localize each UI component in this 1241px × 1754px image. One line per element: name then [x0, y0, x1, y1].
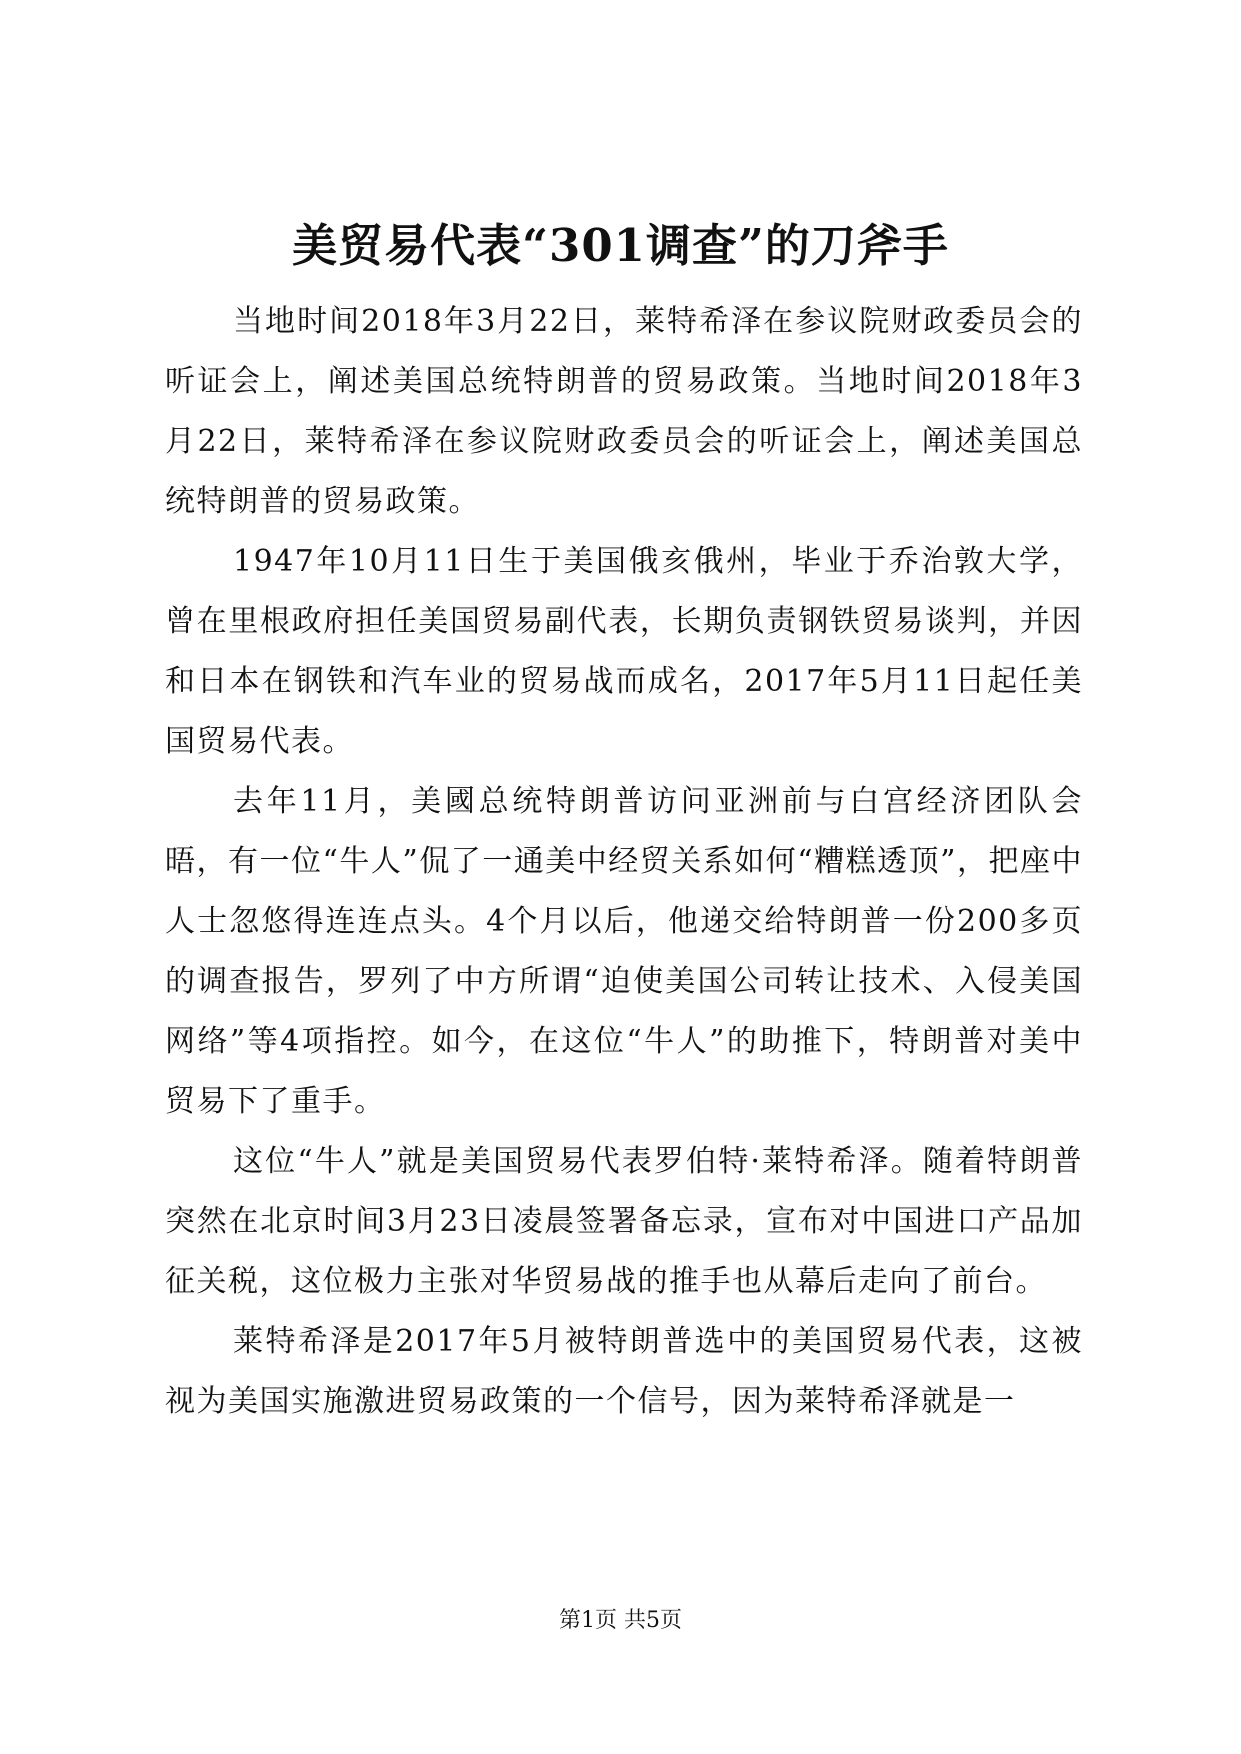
document-title: 美贸易代表“301调查”的刀斧手: [292, 219, 949, 272]
paragraph: 1947年10月11日生于美国俄亥俄州，毕业于乔治敦大学，曾在里根政府担任美国贸易副代表，长期负责钢铁贸易谈判，并因和日本在钢铁和汽车业的贸易战而成名，2017年5月11日起任美国贸易代表。: [165, 544, 1083, 759]
paragraph: 去年11月，美國总统特朗普访问亚洲前与白宫经济团队会晤，有一位“牛人”侃了一通美中经贸关系如何“糟糕透顶”，把座中人士忽悠得连连点头。4个月以后，他递交给特朗普一份200多页的调查报告，罗列了中方所谓“迫使美国公司转让技术、入侵美国网络”等4项指控。如今，在这位“牛人”的助推下，特朗普对美中贸易下了重手。: [165, 784, 1083, 1119]
paragraph: 这位“牛人”就是美国贸易代表罗伯特·莱特希泽。随着特朗普突然在北京时间3月23日凌晨签署备忘录，宣布对中国进口产品加征关税，这位极力主张对华贸易战的推手也从幕后走向了前台。: [165, 1144, 1083, 1299]
paragraph: 莱特希泽是2017年5月被特朗普选中的美国贸易代表，这被视为美国实施激进贸易政策的一个信号，因为莱特希泽就是一: [165, 1324, 1083, 1419]
document-body: [165, 292, 1083, 1432]
page-number-footer: 第1页 共5页: [559, 1608, 682, 1633]
paragraph: 当地时间2018年3月22日，莱特希泽在参议院财政委员会的听证会上，阐述美国总统特朗普的贸易政策。当地时间2018年3月22日，莱特希泽在参议院财政委员会的听证会上，阐述美国总统特朗普的贸易政策。: [165, 304, 1083, 519]
